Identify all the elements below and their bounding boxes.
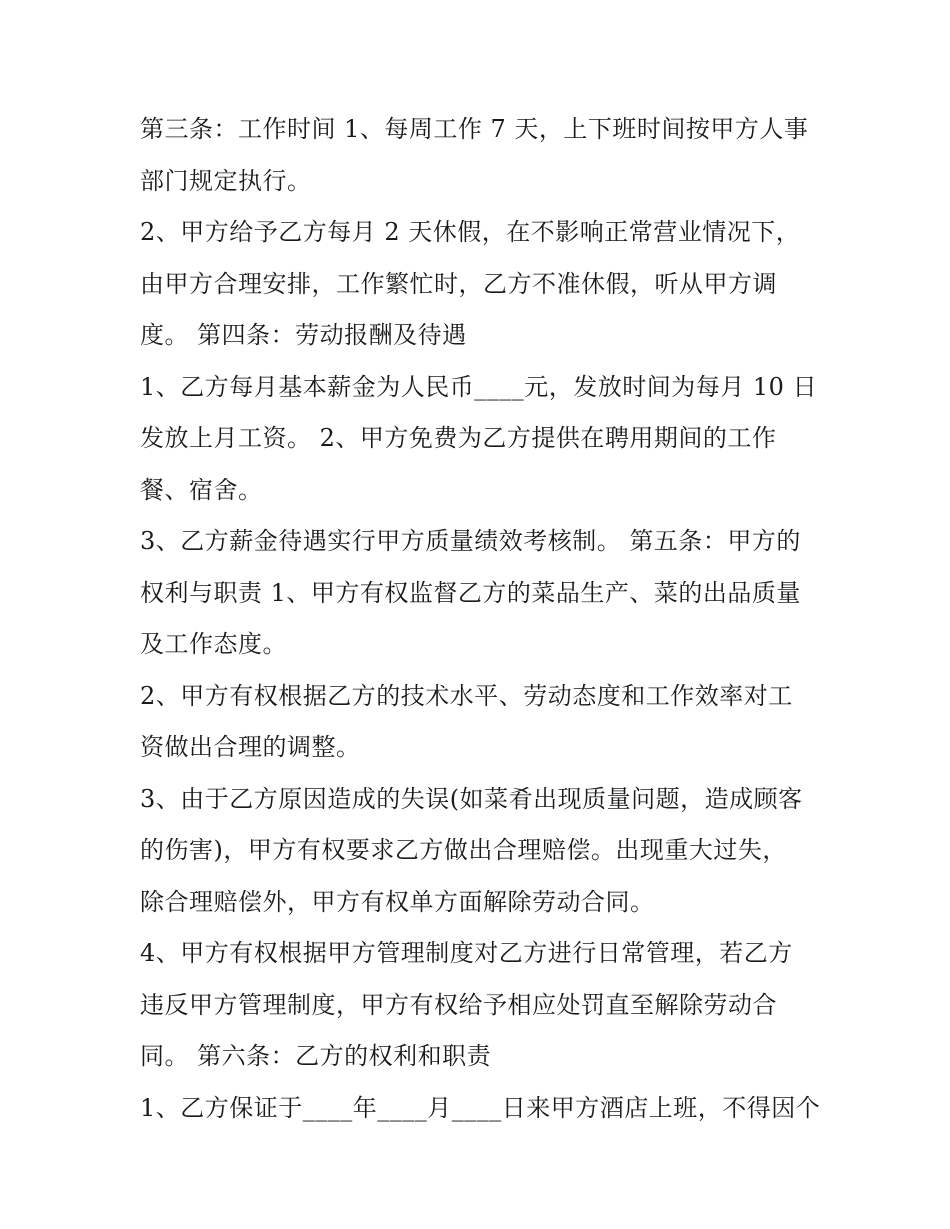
text-line: 的伤害)，甲方有权要求乙方做出合理赔偿。出现重大过失， bbox=[140, 836, 787, 864]
contract-text-body bbox=[140, 104, 830, 1134]
text-line: 第三条：工作时间 1、每周工作 7 天，上下班时间按甲方人事 bbox=[140, 115, 809, 143]
text-line: 违反甲方管理制度，甲方有权给予相应处罚直至解除劳动合 bbox=[140, 990, 777, 1019]
text-line: 餐、宿舍。 bbox=[140, 475, 263, 504]
text-line: 及工作态度。 bbox=[140, 630, 287, 658]
text-line: 部门规定执行。 bbox=[140, 166, 312, 195]
text-line: 由甲方合理安排，工作繁忙时，乙方不准休假，听从甲方调 bbox=[140, 269, 777, 298]
text-line: 同。 第六条：乙方的权利和职责 bbox=[140, 1042, 492, 1070]
text-line: 4、甲方有权根据甲方管理制度对乙方进行日常管理，若乙方 bbox=[140, 939, 793, 967]
text-line: 1、乙方每月基本薪金为人民币____元，发放时间为每月 10 日 bbox=[140, 372, 818, 401]
text-line: 权利与职责 1、甲方有权监督乙方的菜品生产、菜的出品质量 bbox=[140, 578, 801, 607]
text-line: 发放上月工资。 2、甲方免费为乙方提供在聘用期间的工作 bbox=[140, 424, 777, 452]
text-line: 2、甲方给予乙方每月 2 天休假，在不影响正常营业情况下， bbox=[140, 218, 801, 246]
text-line: 3、由于乙方原因造成的失误(如菜肴出现质量问题，造成顾客 bbox=[140, 784, 803, 813]
text-line: 资做出合理的调整。 bbox=[140, 733, 361, 761]
text-line: 度。 第四条：劳动报酬及待遇 bbox=[140, 321, 467, 349]
text-line: 2、甲方有权根据乙方的技术水平、劳动态度和工作效率对工 bbox=[140, 681, 793, 710]
text-line: 除合理赔偿外，甲方有权单方面解除劳动合同。 bbox=[140, 887, 655, 916]
text-line: 3、乙方薪金待遇实行甲方质量绩效考核制。 第五条：甲方的 bbox=[140, 527, 801, 555]
text-line: 1、乙方保证于____年____月____日来甲方酒店上班，不得因个 bbox=[140, 1093, 821, 1122]
